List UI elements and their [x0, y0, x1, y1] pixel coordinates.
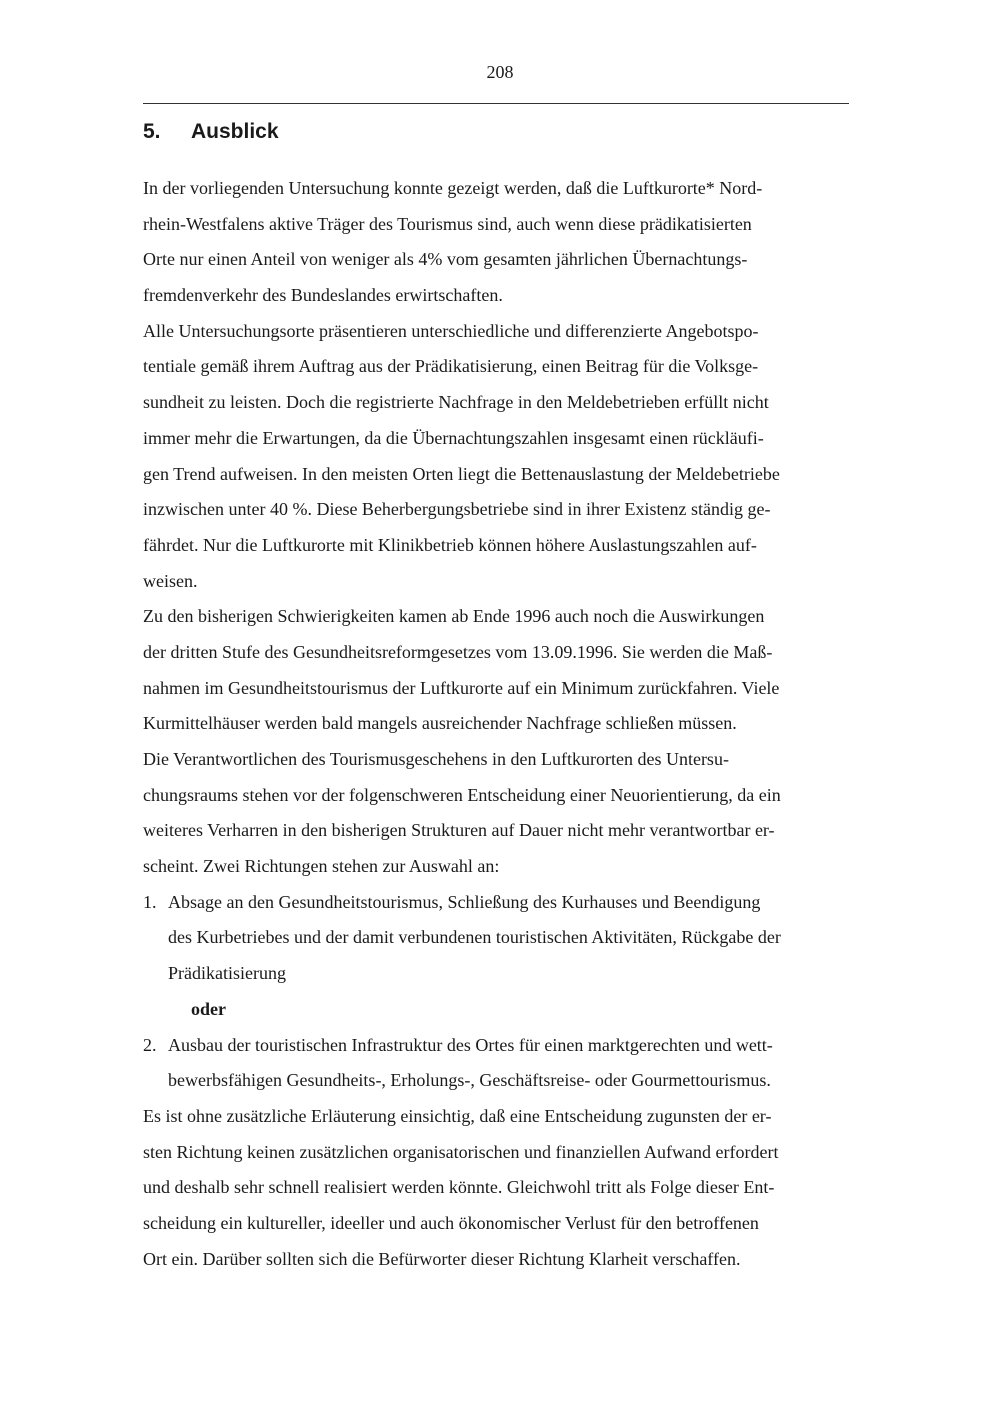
text-line: Kurmittelhäuser werden bald mangels ausreichender Nachfrage schließen müssen.	[143, 713, 737, 734]
text-line: fremdenverkehr des Bundeslandes erwirtschaften.	[143, 285, 503, 306]
paragraph-1	[143, 171, 855, 314]
text-line: der dritten Stufe des Gesundheitsreformgesetzes vom 13.09.1996. Sie werden die Maß-	[143, 641, 773, 662]
closing-paragraph	[143, 1099, 855, 1277]
text-line: scheint. Zwei Richtungen stehen zur Auswahl an:	[143, 856, 500, 877]
text-line: sten Richtung keinen zusätzlichen organisatorischen und finanziellen Aufwand erfordert	[143, 1141, 779, 1162]
header-rule	[143, 103, 849, 104]
text-line: rhein-Westfalens aktive Träger des Tourismus sind, auch wenn diese prädikatisierten	[143, 213, 752, 234]
text-line: Zu den bisherigen Schwierigkeiten kamen ab Ende 1996 auch noch die Auswirkungen	[143, 606, 765, 627]
option-separator: oder	[191, 998, 226, 1019]
list-marker: 2.	[143, 1034, 157, 1055]
text-line: Ort ein. Darüber sollten sich die Befürworter dieser Richtung Klarheit verschaffen.	[143, 1248, 741, 1269]
text-line: und deshalb sehr schnell realisiert werden könnte. Gleichwohl tritt als Folge dieser Ent-	[143, 1177, 775, 1198]
paragraph-4	[143, 742, 855, 885]
option-list-item-2	[143, 1028, 855, 1099]
text-line: Die Verantwortlichen des Tourismusgeschehens in den Luftkurorten des Untersu-	[143, 749, 729, 769]
text-line: Prädikatisierung	[168, 963, 286, 984]
text-line: des Kurbetriebes und der damit verbundenen touristischen Aktivitäten, Rückgabe der	[168, 927, 781, 948]
text-line: immer mehr die Erwartungen, da die Übernachtungszahlen insgesamt einen rückläufi-	[143, 427, 764, 448]
text-line: In der vorliegenden Untersuchung konnte gezeigt werden, daß die Luftkurorte* Nord-	[143, 178, 763, 198]
option-list-item-1	[143, 885, 855, 992]
text-line: bewerbsfähigen Gesundheits-, Erholungs-, Geschäftsreise- oder Gourmettourismus.	[168, 1070, 771, 1091]
body-text	[143, 171, 855, 1277]
list-marker: 1.	[143, 891, 157, 912]
text-line: gen Trend aufweisen. In den meisten Orten liegt die Bettenauslastung der Meldebetriebe	[143, 463, 780, 484]
text-line: Alle Untersuchungsorte präsentieren unterschiedliche und differenzierte Angebotspo-	[143, 320, 759, 341]
text-line: Es ist ohne zusätzliche Erläuterung einsichtig, daß eine Entscheidung zugunsten der er-	[143, 1105, 772, 1126]
section-title: Ausblick	[191, 120, 279, 143]
text-line: scheidung ein kultureller, ideeller und auch ökonomischer Verlust für den betroffenen	[143, 1212, 759, 1233]
text-line: inzwischen unter 40 %. Diese Beherbergungsbetriebe sind in ihrer Existenz ständig ge-	[143, 499, 771, 520]
text-line: chungsraums stehen vor der folgenschweren Entscheidung einer Neuorientierung, da ein	[143, 784, 781, 805]
text-line: Absage an den Gesundheitstourismus, Schließung des Kurhauses und Beendigung	[168, 891, 761, 912]
text-line: weisen.	[143, 570, 198, 591]
text-line: fährdet. Nur die Luftkurorte mit Klinikbetrieb können höhere Auslastungszahlen auf-	[143, 534, 757, 555]
paragraph-2	[143, 314, 855, 600]
text-line: sundheit zu leisten. Doch die registrierte Nachfrage in den Meldebetrieben erfüllt nicht	[143, 392, 769, 413]
text-line: nahmen im Gesundheitstourismus der Luftkurorte auf ein Minimum zurückfahren. Viele	[143, 677, 780, 698]
section-heading	[143, 118, 279, 146]
text-line: Orte nur einen Anteil von weniger als 4% vom gesamten jährlichen Übernachtungs-	[143, 249, 748, 270]
section-number: 5.	[143, 120, 161, 143]
paragraph-3	[143, 599, 855, 742]
text-line: tentiale gemäß ihrem Auftrag aus der Prädikatisierung, einen Beitrag für die Volksge-	[143, 356, 759, 377]
text-line: Ausbau der touristischen Infrastruktur des Ortes für einen marktgerechten und wett-	[168, 1034, 773, 1055]
page-number: 208	[486, 62, 514, 82]
text-line: weiteres Verharren in den bisherigen Strukturen auf Dauer nicht mehr verantwortbar er-	[143, 820, 775, 841]
